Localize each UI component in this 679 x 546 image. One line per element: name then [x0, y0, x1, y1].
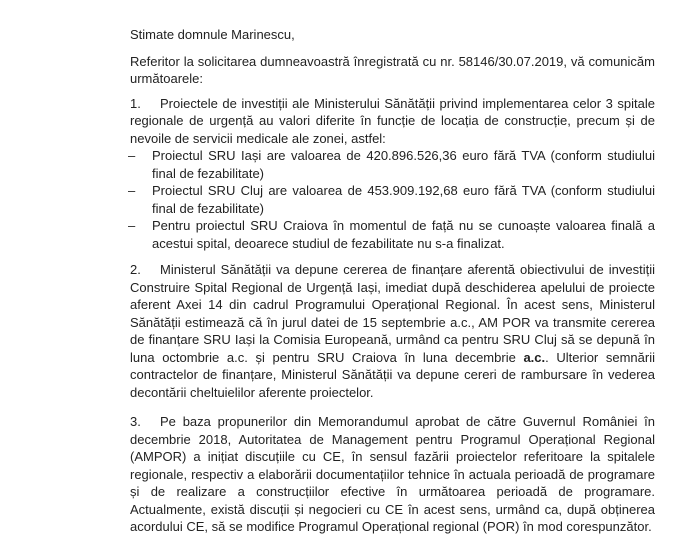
paragraph-number: 1.: [130, 95, 141, 111]
paragraph-number: 2.: [130, 262, 141, 277]
paragraph-number: 3.: [130, 414, 141, 429]
paragraph-text: Pe baza propunerilor din Memorandumul aprobat de către Guvernul României în decembrie 2018, Autoritatea de Management pentru Programul Operațional Regional (AMPOR) a inițiat discuțiile cu CE, în sensul fazării proiectelor referitoare la spitalele regionale, respectiv a elaborării documentațiilor tehnice în actuala perioadă de programare și de realizare a construcțiilor efective în următoarea perioadă de programare. Actualmente, există discuții și negocieri cu CE în acest sens, urmând ca, după obținerea acordului CE, să se modifice Programul Operațional regional (POR) în mod corespunzător.: [130, 414, 655, 534]
numbered-paragraph-3: [130, 413, 655, 536]
list-item: [128, 182, 655, 217]
list-item-text: Proiectul SRU Cluj are valoarea de 453.909.192,68 euro fără TVA (conform studiului final de fezabilitate): [152, 183, 655, 216]
salutation: Stimate domnule Marinescu,: [130, 27, 295, 42]
paragraph-text: . Ulterior semnării contractelor de finanțare, Ministerul Sănătății va depune cereri de rambursare în vederea decontării cheltuielilor aferente proiectelor.: [130, 349, 655, 400]
list-item: [128, 217, 655, 252]
paragraph-text: Proiectele de investiții ale Ministerului Sănătății privind implementarea celor 3 spitale regionale de urgență au valori diferite în funcție de locația de construcție, precum și de nevoile de servicii medicale ale zonei, astfel:: [130, 95, 655, 146]
list-item-text: Proiectul SRU Iași are valoarea de 420.896.526,36 euro fără TVA (conform studiului final de fezabilitate): [152, 148, 655, 181]
numbered-paragraph-1: [130, 95, 655, 148]
numbered-paragraph-2: [130, 261, 655, 401]
list-item: [128, 147, 655, 182]
dash-bullet-icon: –: [128, 183, 136, 198]
paragraph-text: Ministerul Sănătății va depune cererea de finanțare aferentă obiectivului de investiții Construire Spital Regional de Urgență Iași, imediat după deschiderea apelului de proiecte aferent Axei 14 din cadrul Programului Operațional Regional. În acest sens, Ministerul Sănătății estimează că în jurul datei de 15 septembrie a.c., AM POR va transmite cererea de finanțare SRU Iași la Comisia Europeană, urmând ca pentru SRU Cluj să se depună în luna octombrie a.c. și pentru SRU Craiova în luna decembrie: [130, 262, 655, 365]
bullet-list: [128, 147, 655, 252]
dash-bullet-icon: –: [128, 148, 136, 163]
list-item-text: Pentru proiectul SRU Craiova în momentul de față nu se cunoaște valoarea finală a acestui spital, deoarece studiul de fezabilitate nu s-a finalizat.: [152, 218, 655, 251]
bold-text: a.c.: [523, 349, 546, 365]
dash-bullet-icon: –: [128, 218, 136, 233]
intro-paragraph: Referitor la solicitarea dumneavoastră înregistrată cu nr. 58146/30.07.2019, vă comunicăm următoarele:: [130, 53, 655, 86]
